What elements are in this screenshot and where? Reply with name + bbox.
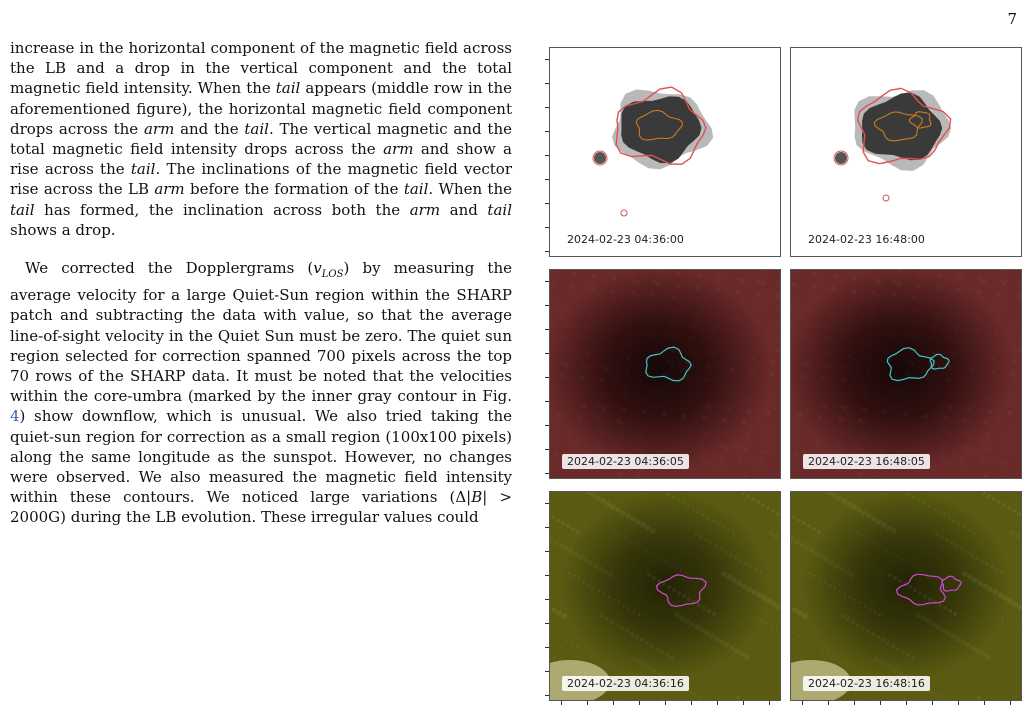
panel-timestamp: 2024-02-23 04:36:05 <box>562 454 689 469</box>
text-run: appears (middle row in the aforementioned figure), the horizontal magnetic field component drops across the <box>10 79 512 138</box>
panel-timestamp: 2024-02-23 04:36:16 <box>562 676 689 691</box>
figure-panel-mag <box>549 47 781 257</box>
x-ticks <box>549 701 781 707</box>
text-run: tail <box>487 200 512 219</box>
page-number: 7 <box>1007 10 1017 28</box>
text-run: tail <box>275 79 301 98</box>
panel-image <box>550 48 780 256</box>
paragraph-2 <box>10 258 512 528</box>
panel-image <box>791 270 1021 478</box>
text-run: | > 2000G) during the LB evolution. These irregular values could <box>10 488 513 527</box>
text-run: has formed, the inclination across both the <box>34 200 410 219</box>
text-run: . The inclinations of the magnetic field vector rise across the LB <box>10 160 512 199</box>
text-run: tail <box>130 160 156 179</box>
panel-timestamp: 2024-02-23 16:48:05 <box>803 454 930 469</box>
text-run: v <box>313 259 322 278</box>
text-run: We corrected the Dopplergrams ( <box>25 259 314 278</box>
text-run: LOS <box>321 269 344 281</box>
text-run: tail <box>10 200 35 219</box>
text-column <box>0 38 512 528</box>
text-run: arm <box>143 119 175 138</box>
figure-panel-mag <box>790 47 1022 257</box>
paragraph-1 <box>10 38 512 240</box>
figure-reference[interactable]: 4 <box>10 407 20 426</box>
x-ticks <box>790 701 1022 707</box>
panel-timestamp: 2024-02-23 04:36:00 <box>562 232 689 247</box>
text-run: B <box>471 488 483 507</box>
text-run: increase in the horizontal component of the magnetic field across the LB and a drop in the vertical component and the total magnetic field intensity. When the <box>10 39 512 98</box>
y-ticks <box>543 269 549 479</box>
text-run: before the formation of the <box>184 180 404 199</box>
figure-panel-aia <box>790 491 1022 701</box>
text-run: tail <box>403 180 429 199</box>
text-run: arm <box>383 140 414 159</box>
figure-panel-aia <box>549 491 781 701</box>
y-ticks <box>543 47 549 257</box>
text-run: . When the <box>428 180 512 199</box>
text-run: and the <box>174 119 245 138</box>
text-run: . The vertical magnetic and the total magnetic field intensity drops across the <box>10 119 512 159</box>
figure-panel-dop <box>790 269 1022 479</box>
text-run: and <box>440 200 488 219</box>
text-run: arm <box>154 180 185 199</box>
y-ticks <box>543 491 549 701</box>
text-run: shows a drop. <box>10 220 116 239</box>
text-run: ) show downflow, which is unusual. We also tried taking the quiet-sun region for correction as a small region (100x100 pixels) along the same longitude as the sunspot. However, no changes were observed. We also measured the magnetic field intensity within these contours. We noticed large variations (Δ| <box>10 407 512 507</box>
panel-image <box>791 48 1021 256</box>
figure-panels <box>549 47 993 701</box>
panel-timestamp: 2024-02-23 16:48:16 <box>803 676 930 691</box>
text-run: ) by measuring the average velocity for a large Quiet-Sun region within the SHARP patch and subtracting the data with value, so that the average line-of-sight velocity in the Quiet Sun must be zero. The quiet sun region selected for correction spanned 700 pixels across the top 70 rows of the SHARP data. It must be noted that the velocities within the core-umbra (marked by the inner gray contour in Fig. <box>10 259 512 406</box>
text-run: arm <box>409 200 441 219</box>
figure-panel-dop <box>549 269 781 479</box>
panel-image <box>550 270 780 478</box>
panel-image <box>791 492 1021 700</box>
panel-image <box>550 492 780 700</box>
panel-timestamp: 2024-02-23 16:48:00 <box>803 232 930 247</box>
text-run: tail <box>244 119 269 138</box>
text-run: and show a rise across the <box>10 140 512 179</box>
